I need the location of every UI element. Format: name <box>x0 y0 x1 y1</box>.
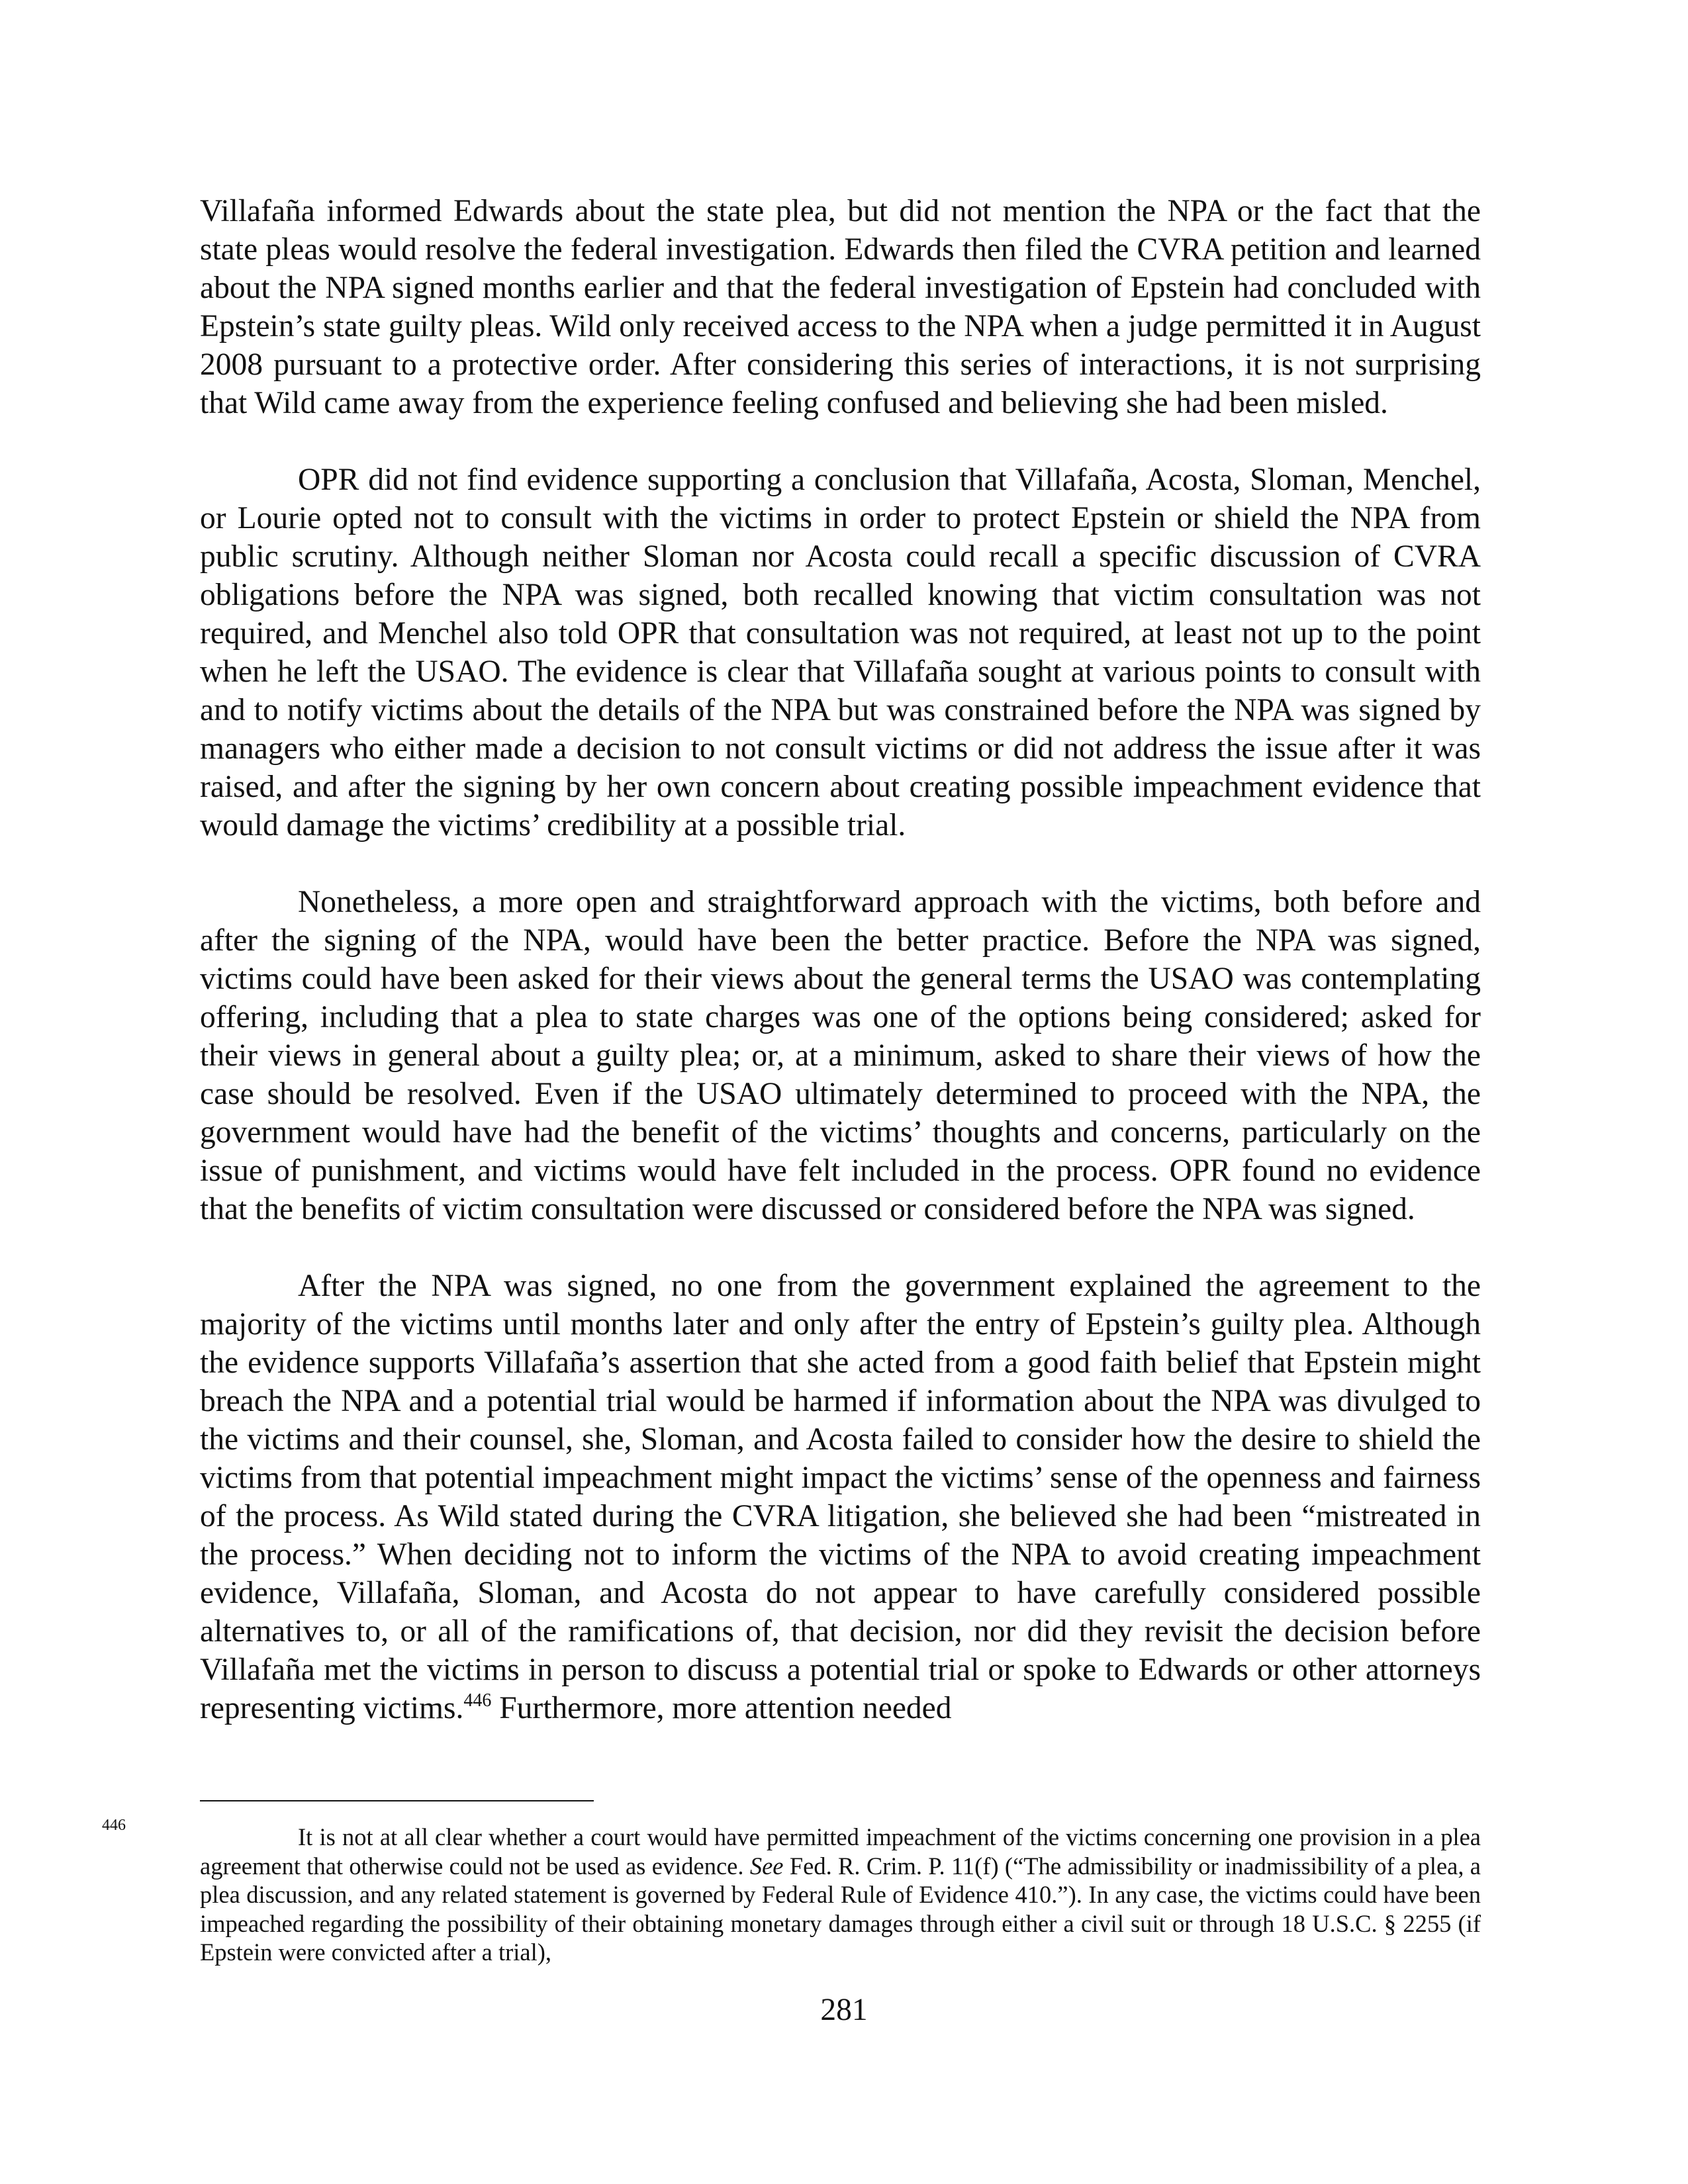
paragraph-4 <box>200 1267 1481 1727</box>
body-text <box>200 192 1481 1727</box>
paragraph-2: OPR did not find evidence supporting a conclusion that Villafaña, Acosta, Sloman, Menchel, or Lourie opted not to consult with the victims in order to protect Epstein or shield the NPA from public scrutiny. Although neither Sloman nor Acosta could recall a specific discussion of CVRA obligations before the NPA was signed, both recalled knowing that victim consultation was not required, and Menchel also told OPR that consultation was not required, at least not up to the point when he left the USAO. The evidence is clear that Villafaña sought at various points to consult with and to notify victims about the details of the NPA but was constrained before the NPA was signed by managers who either made a decision to not consult victims or did not address the issue after it was raised, and after the signing by her own concern about creating possible impeachment evidence that would damage the victims’ credibility at a possible trial. <box>200 463 1481 842</box>
footnote-text-part-2: Fed. R. Crim. P. 11(f) (“The admissibility or inadmissibility of a plea, a plea discussion, and any related statement is governed by Federal Rule of Evidence 410.”). In any case, the victims could have been impeached regarding the possibility of their obtaining monetary damages through either a civil suit or through 18 U.S.C. § 2255 (if Epstein were convicted after a trial), <box>200 1852 1481 1966</box>
footnote-text-part-1: It is not at all clear whether a court would have permitted impeachment of the victims concerning one provision in a plea agreement that otherwise could not be used as evidence. <box>200 1823 1481 1880</box>
footnote-separator <box>200 1800 594 1801</box>
footnote-see-signal: See <box>749 1852 784 1880</box>
paragraph-4-continuation: Furthermore, more attention needed <box>491 1691 952 1725</box>
footnote-reference[interactable]: 446 <box>463 1690 492 1711</box>
footnote-446 <box>102 1817 1481 1967</box>
page-number: 281 <box>820 1993 868 2027</box>
paragraph-3: Nonetheless, a more open and straightforward approach with the victims, both before and after the signing of the NPA, would have been the better practice. Before the NPA was signed, victims could have been asked for their views about the general terms the USAO was contemplating offering, including that a plea to state charges was one of the options being considered; asked for their views in general about a guilty plea; or, at a minimum, asked to share their views of how the case should be resolved. Even if the USAO ultimately determined to proceed with the NPA, the government would have had the benefit of the victims’ thoughts and concerns, particularly on the issue of punishment, and victims would have felt included in the process. OPR found no evidence that the benefits of victim consultation were discussed or considered before the NPA was signed. <box>200 885 1481 1226</box>
footnote-number: 446 <box>102 1817 126 1834</box>
paragraph-1: Villafaña informed Edwards about the state plea, but did not mention the NPA or the fact that the state pleas would resolve the federal investigation. Edwards then filed the CVRA petition and learned about the NPA signed months earlier and that the federal investigation of Epstein had concluded with Epstein’s state guilty pleas. Wild only received access to the NPA when a judge permitted it in August 2008 pursuant to a protective order. After considering this series of interactions, it is not surprising that Wild came away from the experience feeling confused and believing she had been misled. <box>200 194 1481 420</box>
paragraph-4-text: After the NPA was signed, no one from the government explained the agreement to the majority of the victims until months later and only after the entry of Epstein’s guilty plea. Although the evidence supports Villafaña’s assertion that she acted from a good faith belief that Epstein might breach the NPA and a potential trial would be harmed if information about the NPA was divulged to the victims and their counsel, she, Sloman, and Acosta failed to consider how the desire to shield the victims from that potential impeachment might impact the victims’ sense of the openness and fairness of the process. As Wild stated during the CVRA litigation, she believed she had been “mistreated in the process.” When deciding not to inform the victims of the NPA to avoid creating impeachment evidence, Villafaña, Sloman, and Acosta do not appear to have carefully considered possible alternatives to, or all of the ramifications of, that decision, nor did they revisit the decision before Villafaña met the victims in person to discuss a potential trial or spoke to Edwards or other attorneys representing victims. <box>200 1269 1481 1725</box>
